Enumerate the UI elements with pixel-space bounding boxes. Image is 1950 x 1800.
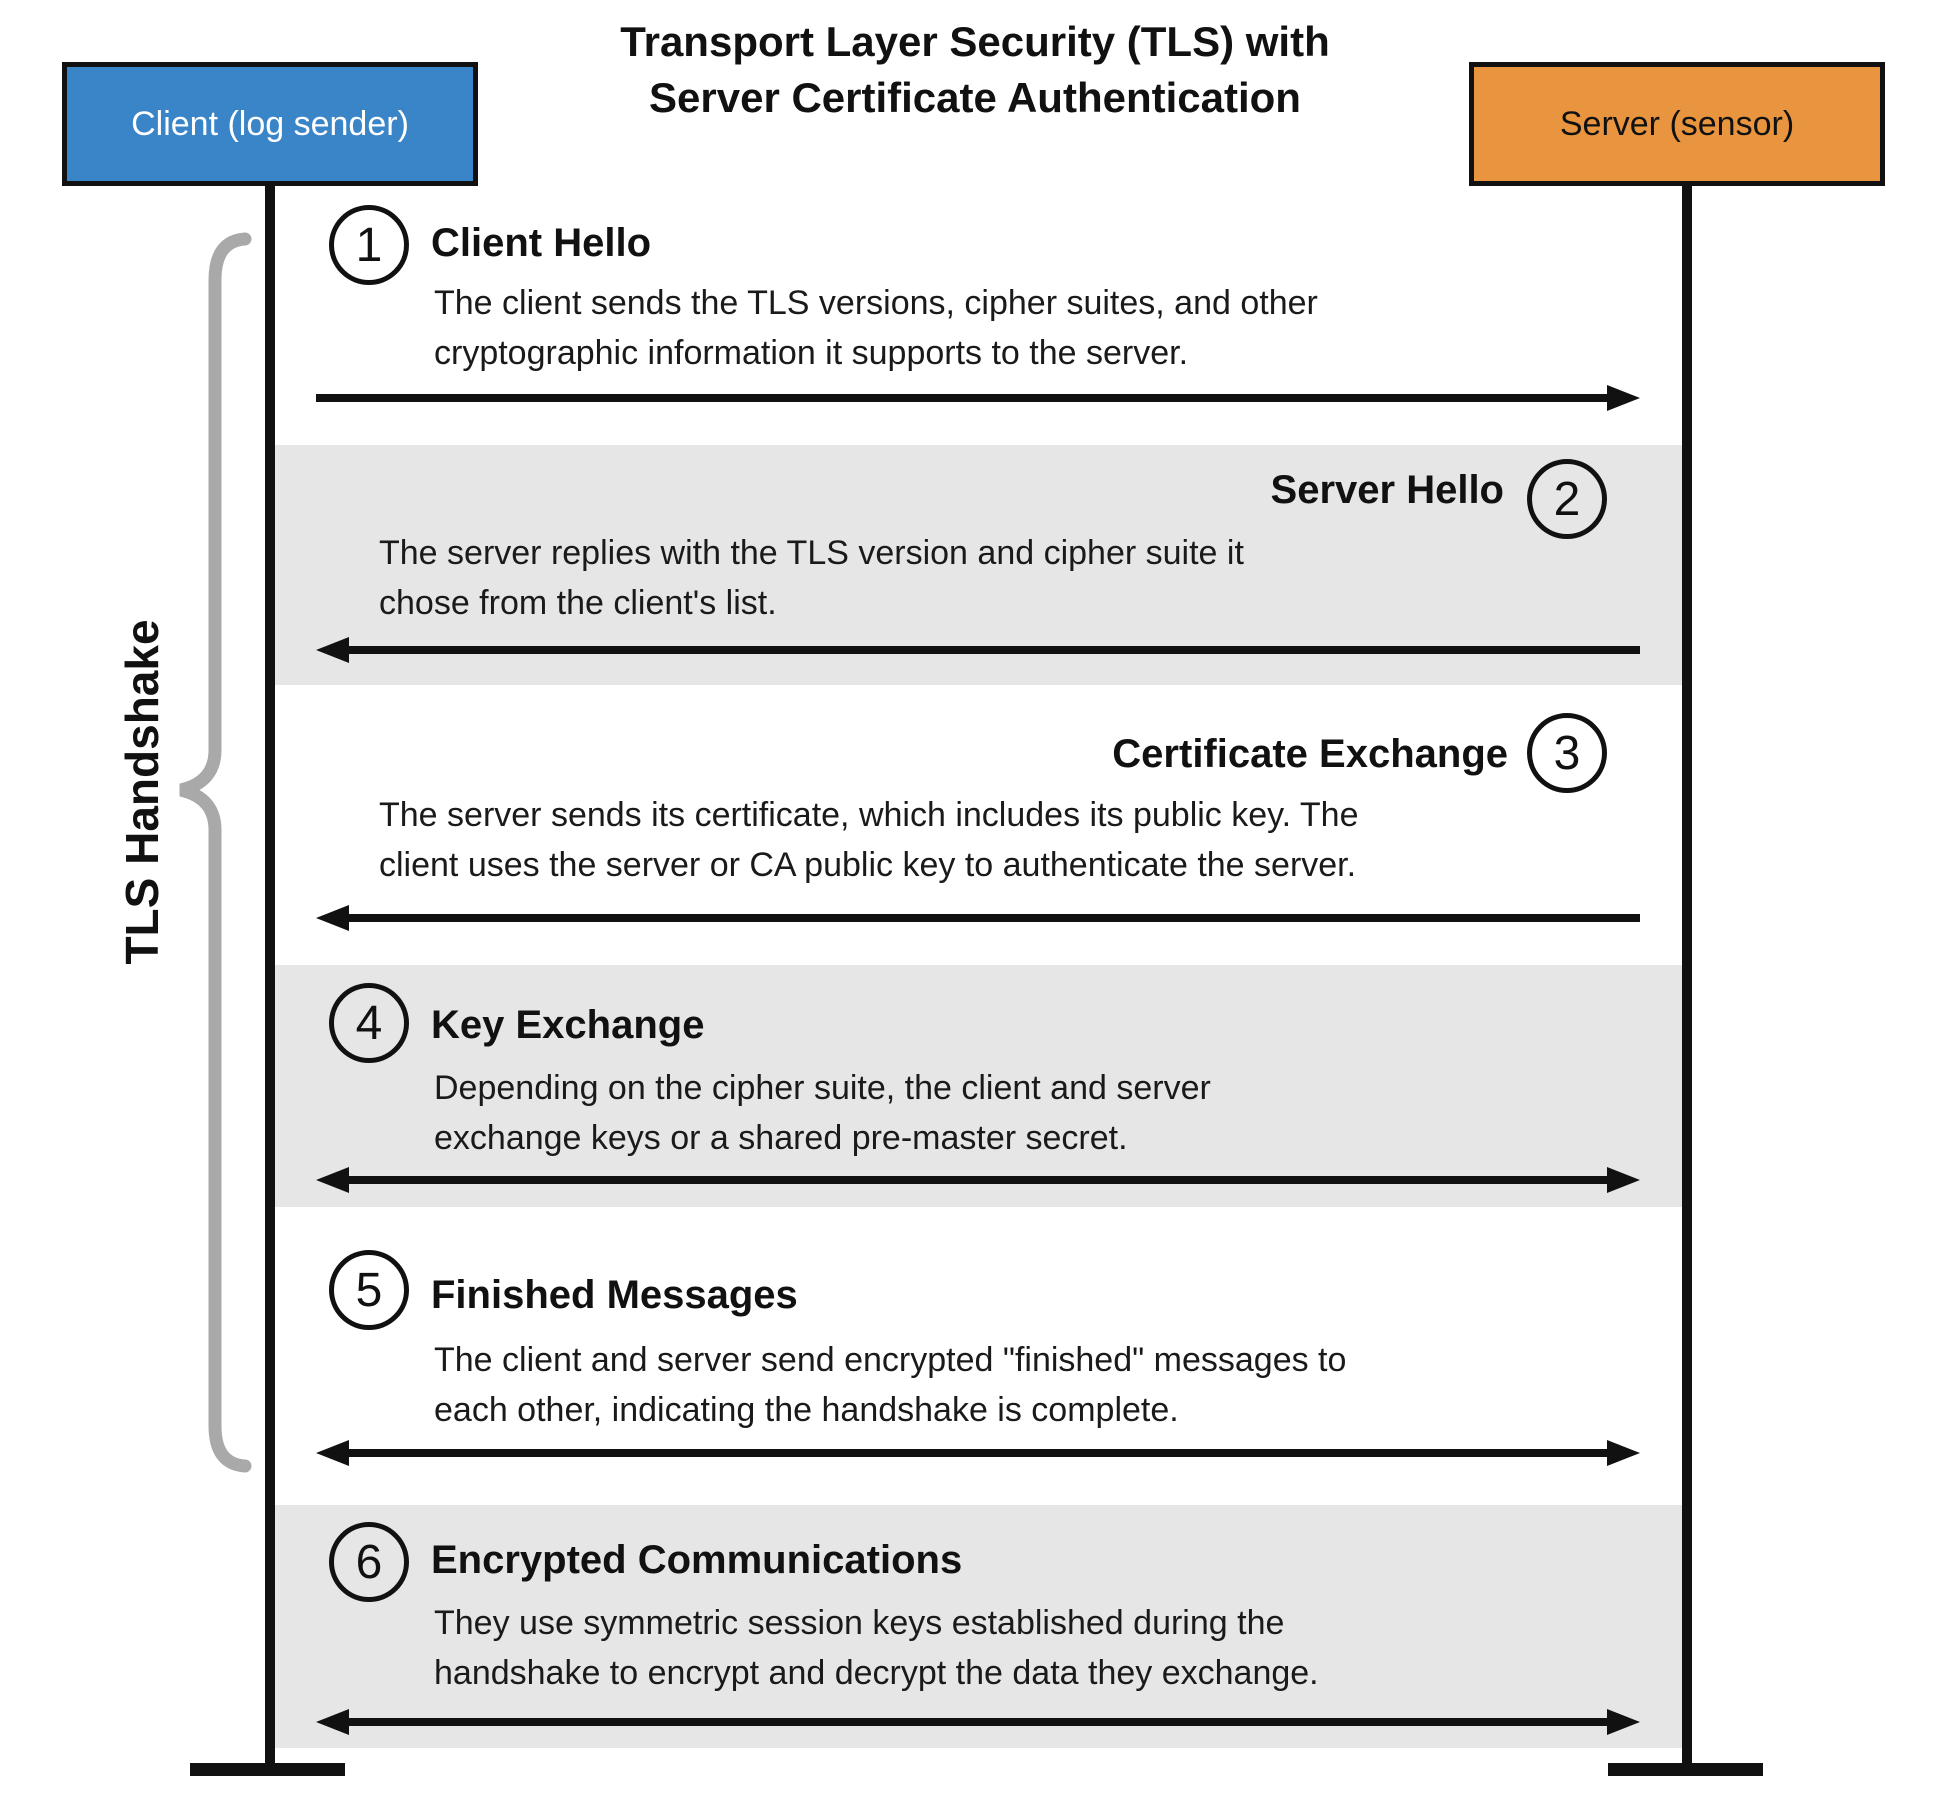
step-6-desc-line-1: They use symmetric session keys established during the	[434, 1604, 1285, 1642]
step-5-title: Finished Messages	[431, 1273, 798, 1317]
arrowhead-right-icon	[1607, 385, 1640, 411]
step-3-desc-line-1: The server sends its certificate, which includes its public key. The	[379, 796, 1359, 834]
arrowhead-left-icon	[316, 1167, 349, 1193]
client-lifeline	[265, 184, 275, 1770]
step-1-number-badge	[329, 205, 409, 285]
arrowhead-right-icon	[1607, 1440, 1640, 1466]
arrow-shaft	[342, 1176, 1614, 1184]
arrow-shaft	[342, 646, 1640, 654]
step-1-desc-line-1: The client sends the TLS versions, cipher suites, and other	[434, 284, 1318, 322]
step-5-number-badge	[329, 1250, 409, 1330]
step-2-title: Server Hello	[1270, 468, 1504, 512]
step-4-number: 4	[355, 996, 383, 1050]
step-3-description	[379, 790, 1359, 890]
step-5-message-arrow	[316, 1440, 1640, 1466]
step-2-number: 2	[1553, 472, 1581, 526]
step-3-number-badge	[1527, 713, 1607, 793]
step-5-number: 5	[355, 1263, 383, 1317]
step-2-description	[379, 528, 1244, 628]
arrow-shaft	[342, 1449, 1614, 1457]
step-2-number-badge	[1527, 459, 1607, 539]
client-lifeline-endbar	[190, 1763, 345, 1776]
step-4-description	[434, 1063, 1211, 1163]
server-actor-box	[1469, 62, 1885, 186]
handshake-brace-label: TLS Handshake	[116, 619, 168, 965]
step-4-message-arrow	[316, 1167, 1640, 1193]
arrow-shaft	[342, 914, 1640, 922]
step-2-desc-line-1: The server replies with the TLS version and cipher suite it	[379, 534, 1244, 572]
arrow-shaft	[342, 1718, 1614, 1726]
arrowhead-left-icon	[316, 637, 349, 663]
step-2-message-arrow	[316, 637, 1640, 663]
step-3-message-arrow	[316, 905, 1640, 931]
handshake-brace-icon	[172, 230, 254, 1475]
step-1-message-arrow	[316, 385, 1640, 411]
step-6-message-arrow	[316, 1709, 1640, 1735]
step-1-desc-line-2: cryptographic information it supports to the server.	[434, 334, 1189, 372]
step-2-desc-line-2: chose from the client's list.	[379, 584, 777, 622]
step-3-number: 3	[1553, 726, 1581, 780]
page-title	[450, 14, 1500, 126]
server-actor-label: Server (sensor)	[1559, 104, 1795, 143]
step-4-desc-line-1: Depending on the cipher suite, the client and server	[434, 1069, 1211, 1107]
step-5-desc-line-2: each other, indicating the handshake is complete.	[434, 1391, 1179, 1429]
step-6-description	[434, 1598, 1319, 1698]
arrowhead-left-icon	[316, 1440, 349, 1466]
page-title-line-2: Server Certificate Authentication	[649, 74, 1301, 121]
client-actor-label: Client (log sender)	[131, 104, 409, 143]
step-5-desc-line-1: The client and server send encrypted "finished" messages to	[434, 1341, 1347, 1379]
step-1-number: 1	[355, 218, 383, 272]
client-actor-box	[62, 62, 478, 186]
step-1-title: Client Hello	[431, 221, 652, 265]
step-5-description	[434, 1335, 1346, 1435]
step-4-number-badge	[329, 983, 409, 1063]
arrow-shaft	[316, 394, 1614, 402]
server-lifeline-endbar	[1608, 1763, 1763, 1776]
page-title-line-1: Transport Layer Security (TLS) with	[620, 18, 1330, 65]
step-3-desc-line-2: client uses the server or CA public key to authenticate the server.	[379, 846, 1357, 884]
step-1-description	[434, 278, 1318, 378]
arrowhead-right-icon	[1607, 1709, 1640, 1735]
server-lifeline	[1682, 184, 1692, 1770]
step-3-title: Certificate Exchange	[1112, 732, 1508, 776]
step-4-title: Key Exchange	[431, 1003, 705, 1047]
arrowhead-left-icon	[316, 905, 349, 931]
arrowhead-left-icon	[316, 1709, 349, 1735]
step-6-title: Encrypted Communications	[431, 1538, 963, 1582]
step-4-desc-line-2: exchange keys or a shared pre-master secret.	[434, 1119, 1128, 1157]
arrowhead-right-icon	[1607, 1167, 1640, 1193]
step-6-number: 6	[355, 1535, 383, 1589]
step-6-desc-line-2: handshake to encrypt and decrypt the data they exchange.	[434, 1654, 1319, 1692]
step-6-number-badge	[329, 1522, 409, 1602]
